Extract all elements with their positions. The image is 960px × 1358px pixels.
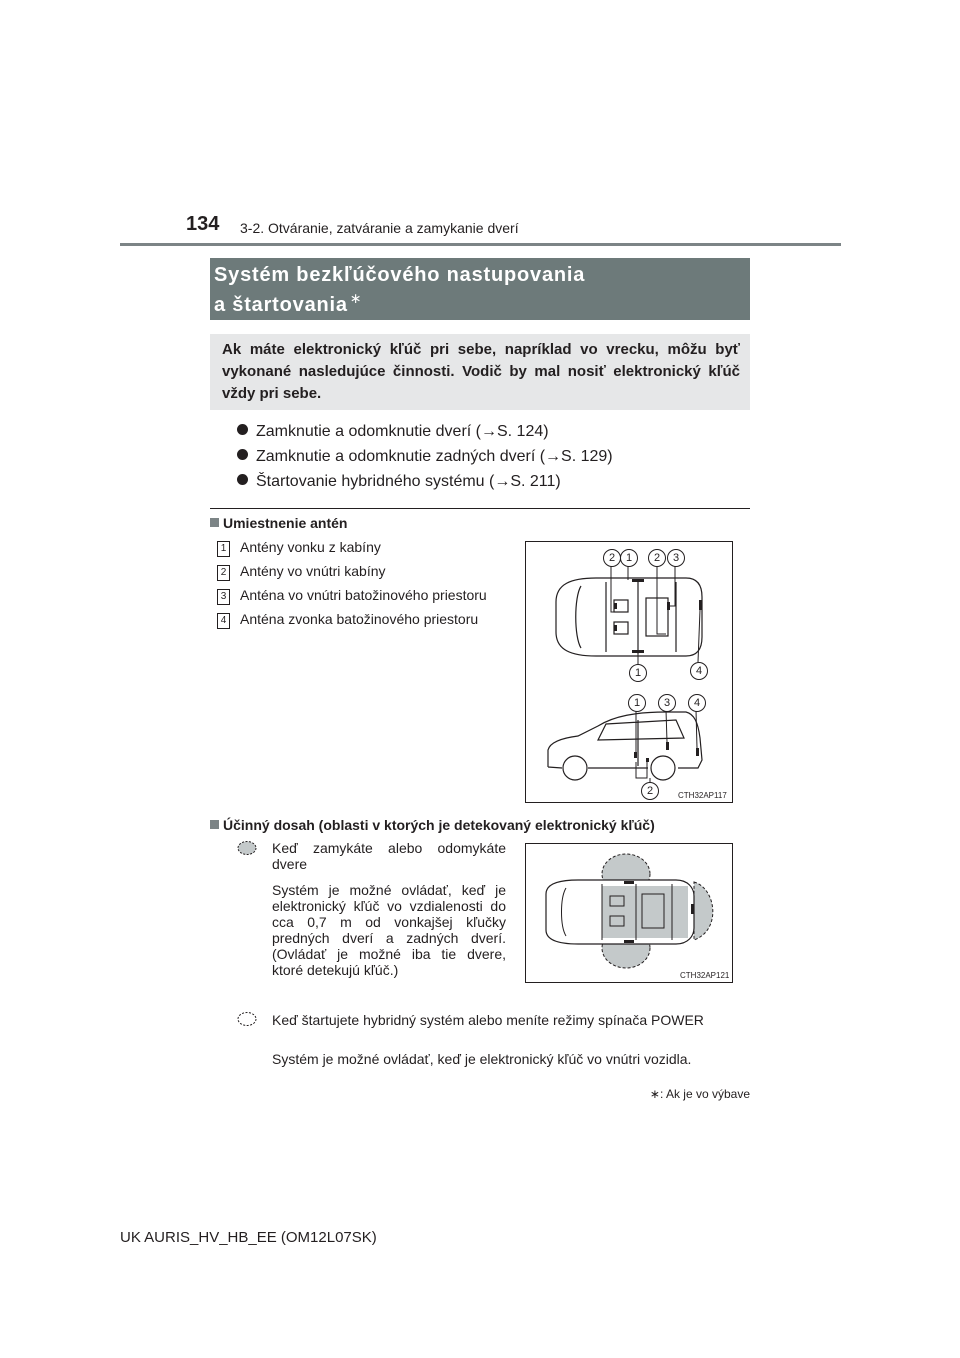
number-badge: 1 <box>217 541 230 557</box>
page-number: 134 <box>186 213 220 235</box>
dashed-range-icon <box>237 1011 257 1027</box>
callout-number: 1 <box>620 549 638 567</box>
callout-number: 3 <box>667 549 685 567</box>
page-title-line2-text: a štartovania <box>214 294 348 316</box>
figure-code: CTH32AP117 <box>678 791 727 800</box>
callout-number: 3 <box>658 694 676 712</box>
antenna-text: Antény vonku z kabíny <box>240 539 381 555</box>
square-bullet-icon <box>210 518 219 527</box>
bullet-text: Štartovanie hybridného systému (→S. 211) <box>256 473 561 490</box>
range-item1-body: Systém je možné ovládať, keď je elektronický kľúč vo vzdialenosti do cca 0,7 m od vonkajšej kľučky predných dverí a zadných dverí. (Ovládať je možné iba tie dvere, ktoré detekujú kľúč.) <box>272 882 506 978</box>
range-diagram-svg <box>526 844 732 982</box>
antenna-text: Antény vo vnútri kabíny <box>240 563 386 579</box>
section-divider <box>210 508 750 509</box>
callout-number: 1 <box>628 694 646 712</box>
bullet-item <box>237 423 549 441</box>
range-item2-title: Keď štartujete hybridný systém alebo meníte režimy spínača POWER <box>272 1012 704 1028</box>
bullet-dot-icon <box>237 424 248 435</box>
callout-number: 4 <box>688 694 706 712</box>
callout-number: 2 <box>648 549 666 567</box>
callout-number: 4 <box>690 662 708 680</box>
antennas-heading-text: Umiestnenie antén <box>223 515 348 531</box>
range-item1-title: Keď zamykáte alebo odomykáte dvere <box>272 840 506 872</box>
footnote: ∗: Ak je vo výbave <box>649 1087 750 1101</box>
page-title-bar <box>210 258 750 320</box>
bullet-dot-icon <box>237 449 248 460</box>
intro-text: Ak máte elektronický kľúč pri sebe, napríklad vo vrecku, môžu byť vykonané nasledujúce činnosti. Vodič by mal nosiť elektronický kľúč vždy pri sebe. <box>222 341 740 402</box>
number-badge: 4 <box>217 613 230 629</box>
antenna-item <box>217 611 478 629</box>
bullet-text: Zamknutie a odomknutie zadných dverí (→S. 129) <box>256 448 613 465</box>
page-title-line1: Systém bezkľúčového nastupovania <box>214 264 586 286</box>
range-heading <box>210 817 655 833</box>
square-bullet-icon <box>210 820 219 829</box>
antenna-text: Anténa zvonka batožinového priestoru <box>240 611 479 627</box>
number-badge: 3 <box>217 589 230 605</box>
antenna-item <box>217 587 487 605</box>
callout-number: 2 <box>641 782 659 800</box>
range-figure <box>525 843 733 983</box>
dashed-range-icon <box>237 840 257 856</box>
intro-box <box>210 334 750 410</box>
antenna-location-figure <box>525 541 733 803</box>
footnote-star: ∗ <box>349 290 363 306</box>
section-title: 3-2. Otváranie, zatváranie a zamykanie dverí <box>240 220 519 236</box>
range-item2-body: Systém je možné ovládať, keď je elektronický kľúč vo vnútri vozidla. <box>272 1051 692 1067</box>
range-heading-text: Účinný dosah (oblasti v ktorých je detekovaný elektronický kľúč) <box>223 817 655 833</box>
document-footer: UK AURIS_HV_HB_EE (OM12L07SK) <box>120 1229 377 1246</box>
bullet-item <box>237 473 561 491</box>
bullet-item <box>237 448 613 466</box>
bullet-text: Zamknutie a odomknutie dverí (→S. 124) <box>256 423 549 440</box>
page-title-line2 <box>214 290 362 317</box>
antenna-text: Anténa vo vnútri batožinového priestoru <box>240 587 487 603</box>
callout-number: 1 <box>629 664 647 682</box>
callout-number: 2 <box>603 549 621 567</box>
figure-code: CTH32AP121 <box>680 971 730 980</box>
antenna-item <box>217 563 386 581</box>
antenna-item <box>217 539 381 557</box>
number-badge: 2 <box>217 565 230 581</box>
bullet-dot-icon <box>237 474 248 485</box>
header-rule <box>120 243 841 246</box>
antennas-heading <box>210 515 347 531</box>
